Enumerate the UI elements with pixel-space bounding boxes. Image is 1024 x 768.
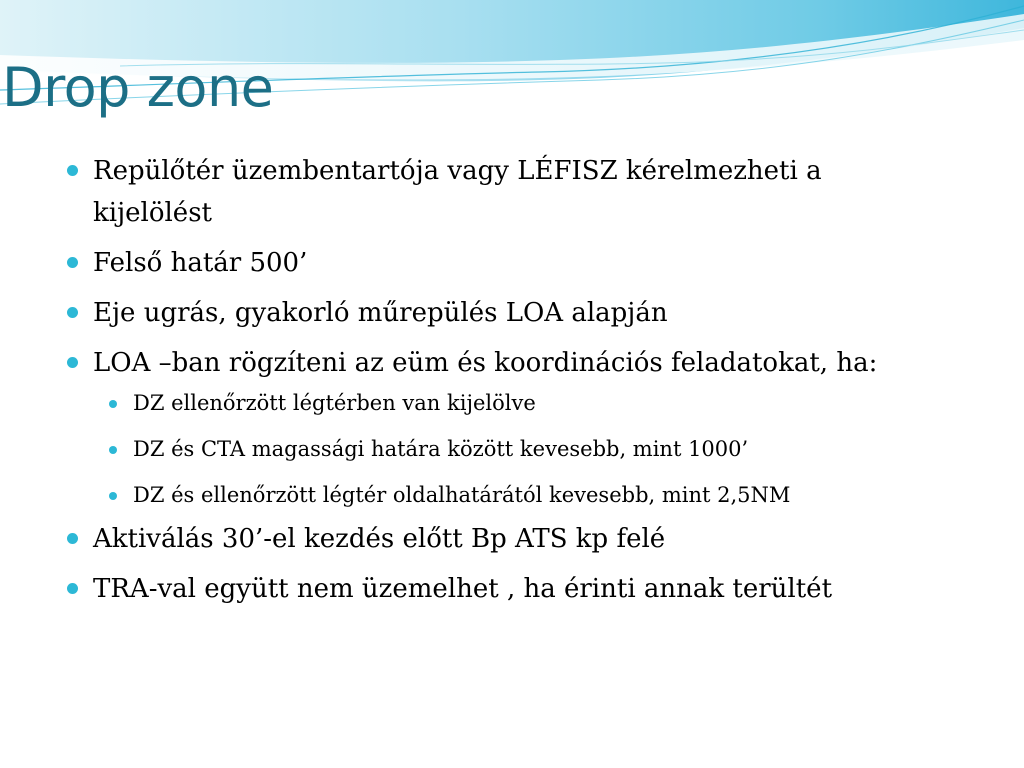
- bullet-list: [64, 150, 944, 618]
- bullet-text: Felső határ 500’: [93, 248, 308, 278]
- bullet-dot-icon: [67, 307, 78, 318]
- bullet-text: Repülőtér üzembentartója vagy LÉFISZ kérelmezheti a kijelölést: [93, 156, 822, 228]
- sub-bullet-text: DZ és CTA magassági határa között kevesebb, mint 1000’: [133, 437, 749, 461]
- sub-bullet-item: [93, 480, 944, 510]
- slide-title: Drop zone: [2, 56, 274, 119]
- bullet-text: TRA-val együtt nem üzemelhet , ha érinti annak terültét: [93, 574, 833, 604]
- bullet-item: [64, 518, 944, 560]
- sub-bullet-item: [93, 388, 944, 418]
- bullet-dot-icon: [67, 165, 78, 176]
- sub-bullet-dot-icon: [109, 492, 117, 500]
- bullet-text: Eje ugrás, gyakorló műrepülés LOA alapján: [93, 298, 668, 328]
- bullet-dot-icon: [67, 357, 78, 368]
- bullet-dot-icon: [67, 257, 78, 268]
- sub-bullet-dot-icon: [109, 446, 117, 454]
- bullet-dot-icon: [67, 533, 78, 544]
- sub-bullet-text: DZ és ellenőrzött légtér oldalhatárától kevesebb, mint 2,5NM: [133, 483, 791, 507]
- bullet-item: [64, 568, 944, 610]
- bullet-item: [64, 150, 944, 234]
- bullet-item: [64, 292, 944, 334]
- sub-bullet-text: DZ ellenőrzött légtérben van kijelölve: [133, 391, 536, 415]
- bullet-item: [64, 342, 944, 510]
- bullet-text: LOA –ban rögzíteni az eüm és koordinációs feladatokat, ha:: [93, 348, 878, 378]
- sub-bullet-list: [93, 388, 944, 510]
- sub-bullet-dot-icon: [109, 400, 117, 408]
- bullet-text: Aktiválás 30’-el kezdés előtt Bp ATS kp felé: [93, 524, 666, 554]
- bullet-item: [64, 242, 944, 284]
- bullet-dot-icon: [67, 583, 78, 594]
- sub-bullet-item: [93, 434, 944, 464]
